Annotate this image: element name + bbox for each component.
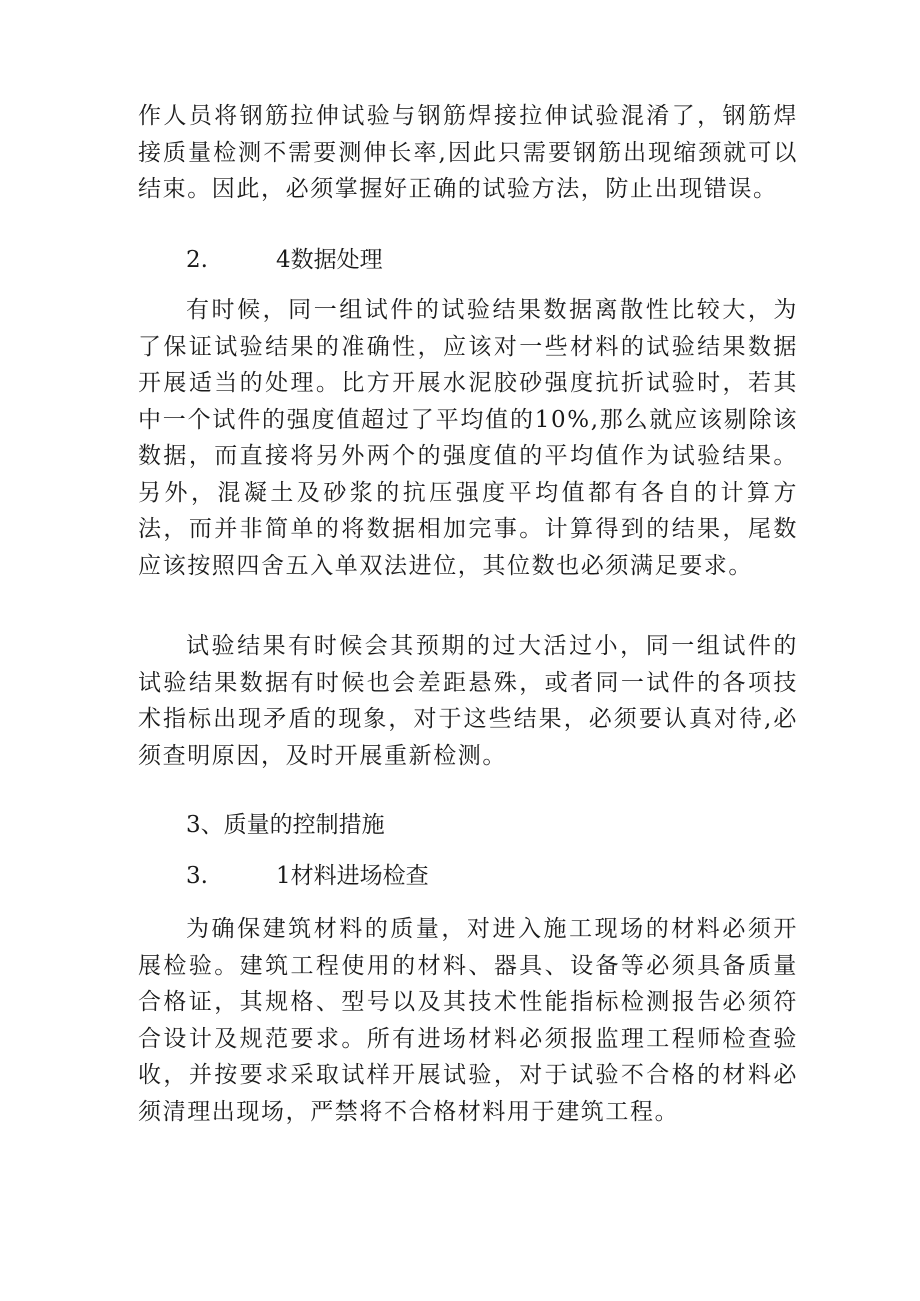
paragraph-abnormal-results: 试验结果有时候会其预期的过大活过小，同一组试件的试验结果数据有时候也会差距悬殊，或者同一试件的各项技术指标出现矛盾的现象，对于这些结果，必须要认真对待,必须查明原因，及时开展重新检测。 [138,633,798,769]
section-heading-material-inspection [186,858,429,895]
section-title: 4数据处理 [276,247,383,273]
section-heading-data-processing [186,242,383,279]
section-number: 2. [186,247,208,273]
paragraph-data-processing: 有时候，同一组试件的试验结果数据离散性比较大，为了保证试验结果的准确性，应该对一些材料的试验结果数据开展适当的处理。比方开展水泥胶砂强度抗折试验时，若其中一个试件的强度值超过了平均值的10%,那么就应该剔除该数据，而直接将另外两个的强度值的平均值作为试验结果。另外，混凝土及砂浆的抗压强度平均值都有各自的计算方法，而并非简单的将数据相加完事。计算得到的结果，尾数应该按照四舍五入单双法进位，其位数也必须满足要求。 [138,297,798,579]
paragraph-steel-test-confusion: 作人员将钢筋拉伸试验与钢筋焊接拉伸试验混淆了，钢筋焊接质量检测不需要测伸长率,因此只需要钢筋出现缩颈就可以结束。因此，必须掌握好正确的试验方法，防止出现错误。 [138,103,798,202]
paragraph-material-inspection: 为确保建筑材料的质量，对进入施工现场的材料必须开展检验。建筑工程使用的材料、器具、设备等必须具备质量合格证，其规格、型号以及其技术性能指标检测报告必须符合设计及规范要求。所有进场材料必须报监理工程师检查验收，并按要求采取试样开展试验，对于试验不合格的材料必须清理出现场，严禁将不合格材料用于建筑工程。 [138,916,798,1125]
section-number: 3. [186,863,208,889]
section-heading-quality-control: 3、质量的控制措施 [186,812,385,838]
section-title: 1材料进场检查 [276,863,429,889]
